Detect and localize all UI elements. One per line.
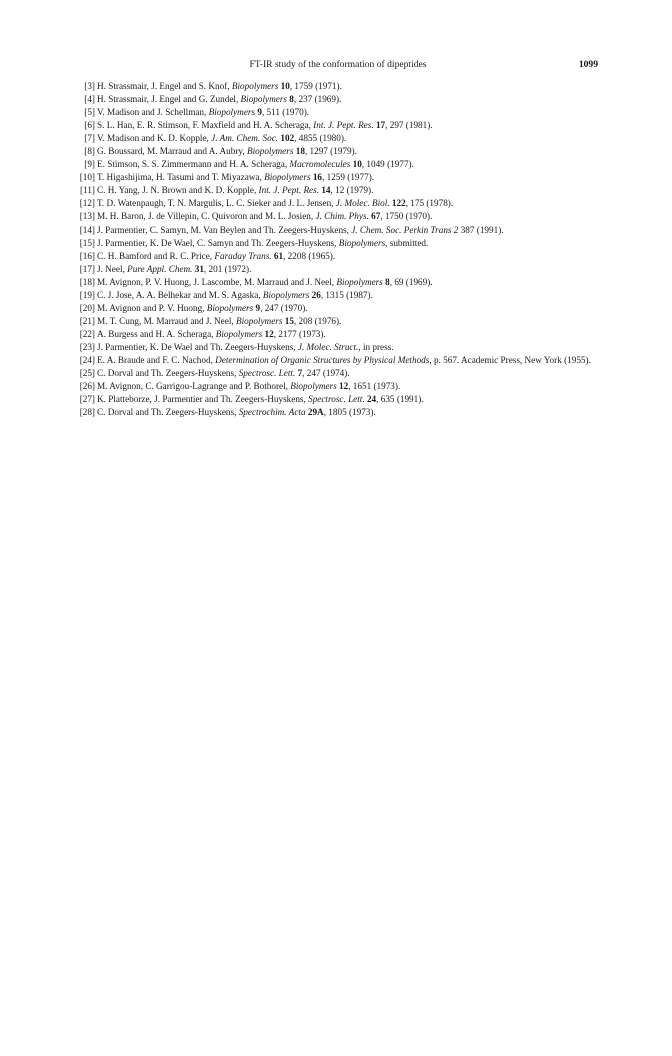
reference-item	[76, 276, 602, 289]
reference-text	[97, 276, 602, 289]
reference-pages-year: , 2177 (1973).	[273, 328, 326, 339]
reference-authors: E. A. Braude and F. C. Nachod,	[97, 354, 216, 365]
reference-authors: M. Avignon, C. Garrigou-Lagrange and P. Bothorel,	[97, 381, 291, 392]
reference-text	[97, 93, 602, 106]
reference-text	[97, 106, 602, 119]
reference-authors: M. Avignon, P. V. Huong, J. Lascombe, M. Marraud and J. Neel,	[97, 276, 337, 287]
reference-authors: V. Madison and J. Schellman,	[97, 107, 209, 118]
reference-journal: J. Am. Chem. Soc.	[211, 133, 279, 144]
reference-volume: 15	[284, 315, 294, 326]
reference-authors: C. H. Yang, J. N. Brown and K. D. Kopple,	[97, 185, 259, 196]
reference-text	[97, 302, 602, 315]
reference-journal: J. Chem. Soc. Perkin Trans 2	[351, 224, 459, 235]
reference-authors: H. Strassmair, J. Engel and G. Zundel,	[97, 94, 241, 105]
reference-authors: S. L. Han, E. R. Stimson, F. Maxfield and H. A. Scheraga,	[97, 120, 314, 131]
reference-pages-year: , 201 (1972).	[203, 263, 252, 274]
reference-volume: 8	[385, 276, 390, 287]
reference-item	[76, 380, 602, 393]
running-header	[78, 58, 598, 72]
reference-volume: 10	[352, 159, 362, 170]
reference-volume: 14	[321, 185, 331, 196]
reference-item	[76, 315, 602, 328]
reference-journal: Biopolymers	[215, 328, 263, 339]
reference-authors: C. J. Jose, A. A. Belhekar and M. S. Agaska,	[97, 289, 263, 300]
reference-pages-year: , 635 (1991).	[376, 394, 424, 405]
reference-journal: Spectrochim. Acta	[238, 407, 306, 418]
reference-text	[97, 119, 602, 132]
reference-authors: H. Strassmair, J. Engel and S. Knof,	[97, 81, 232, 91]
reference-text	[97, 158, 602, 171]
reference-pages-year: , 4855 (1980).	[294, 133, 347, 144]
reference-number: [24]	[79, 354, 95, 365]
reference-journal: Biopolymers	[208, 107, 256, 118]
reference-journal: Biopolymers	[336, 276, 383, 287]
reference-text	[97, 171, 602, 184]
reference-authors: J. Parmentier, K. De Wael and Th. Zeegers-Huyskens,	[97, 341, 298, 352]
reference-journal: Biopolymers	[264, 172, 311, 183]
reference-journal: Determination of Organic Structures by Physical Methods,	[215, 354, 432, 365]
reference-item	[76, 106, 602, 119]
reference-number: [11]	[80, 185, 95, 196]
reference-pages-year: , 247 (1974).	[302, 368, 350, 379]
reference-pages-year: , 1315 (1987).	[320, 289, 373, 300]
running-title: FT-IR study of the conformation of dipeptides	[249, 59, 427, 70]
reference-pages-year: , 297 (1981).	[385, 120, 433, 131]
reference-journal: Biopolymers	[262, 289, 310, 300]
reference-volume: 9	[257, 107, 262, 118]
reference-authors: G. Boussard, M. Marraud and A. Aubry,	[97, 146, 247, 157]
reference-publisher: Academic Press, New York (1955).	[461, 354, 591, 365]
reference-item	[76, 197, 602, 210]
reference-number: [8]	[84, 146, 95, 157]
reference-journal: Biopolymers	[235, 315, 283, 326]
reference-pages-year: , 1297 (1979).	[304, 146, 357, 157]
reference-pages-year: , 175 (1978).	[405, 198, 454, 209]
reference-text	[97, 184, 602, 197]
reference-item	[76, 171, 602, 184]
reference-text	[97, 80, 602, 93]
reference-volume: 26	[311, 289, 321, 300]
reference-journal: Biopolymers	[240, 94, 287, 105]
reference-volume: 24	[366, 394, 377, 405]
reference-volume: 31	[194, 263, 204, 274]
reference-journal: Biopolymers	[206, 302, 254, 313]
reference-pages-year: , 1759 (1971).	[289, 81, 342, 91]
reference-volume: 29A	[307, 407, 324, 418]
reference-pages-year: , 247 (1970).	[260, 302, 308, 313]
reference-item	[76, 145, 602, 158]
reference-pages-year: , 1049 (1977).	[361, 159, 414, 170]
reference-pages-year: , 69 (1969).	[389, 276, 433, 287]
reference-authors: M. H. Baron, J. de Villepin, C. Quivoron and M. L. Josien,	[97, 211, 316, 222]
reference-authors: J. Parmentier, C. Samyn, M. Van Beylen and Th. Zeegers-Huyskens,	[97, 224, 352, 235]
reference-number: [19]	[79, 289, 95, 300]
reference-list	[76, 80, 602, 419]
reference-authors: V. Madison and K. D. Kopple,	[97, 133, 212, 144]
reference-pages-year: , 511 (1970).	[261, 107, 310, 118]
reference-text	[97, 406, 602, 419]
reference-authors: T. D. Watenpaugh, T. N. Margulis, L. C. Sieker and J. L. Jensen,	[97, 198, 336, 209]
reference-volume: 7	[297, 368, 303, 379]
reference-text	[97, 289, 602, 302]
reference-number: [28]	[79, 407, 95, 418]
reference-item	[76, 328, 602, 341]
reference-item	[76, 354, 602, 367]
reference-number: [15]	[79, 237, 95, 248]
reference-volume: 17	[375, 120, 386, 131]
reference-item	[76, 341, 602, 354]
reference-journal: Macromolecules	[289, 159, 351, 170]
reference-pages-year: , 12 (1979).	[330, 185, 374, 196]
reference-item	[76, 132, 602, 145]
reference-journal: Spectrosc. Lett.	[238, 368, 296, 379]
reference-journal: Biopolymers	[231, 81, 279, 91]
reference-item	[76, 263, 602, 276]
reference-pages-year: , 237 (1969).	[293, 94, 342, 105]
reference-authors: J. Neel,	[97, 263, 128, 274]
reference-number: [25]	[79, 368, 95, 379]
reference-number: [13]	[79, 211, 95, 222]
reference-volume: 67	[371, 211, 381, 222]
reference-pages-year: , 1750 (1970).	[380, 211, 433, 222]
reference-journal: J. Chim. Phys.	[315, 211, 369, 222]
reference-number: [6]	[84, 120, 95, 131]
reference-number: [18]	[79, 276, 95, 287]
reference-text	[97, 145, 602, 158]
reference-text	[97, 315, 602, 328]
reference-number: [5]	[84, 107, 95, 118]
reference-volume: 122	[391, 198, 406, 209]
reference-authors: J. Parmentier, K. De Wael, C. Samyn and Th. Zeegers-Huyskens,	[97, 237, 339, 248]
reference-journal: J. Molec. Biol.	[335, 198, 390, 209]
page-number: 1099	[578, 59, 598, 70]
reference-pages-year: submitted.	[387, 237, 429, 248]
reference-volume: 16	[312, 172, 323, 183]
reference-journal: Biopolymers,	[338, 237, 388, 248]
reference-text	[97, 341, 602, 354]
reference-item	[76, 250, 602, 263]
reference-number: [27]	[79, 394, 95, 405]
reference-volume: 12	[339, 381, 349, 392]
reference-authors: C. Dorval and Th. Zeegers-Huyskens,	[97, 368, 239, 379]
reference-journal: Spectrosc. Lett.	[308, 394, 365, 405]
reference-item	[76, 158, 602, 171]
reference-volume: 61	[273, 250, 284, 261]
reference-item	[76, 93, 602, 106]
reference-number: [23]	[79, 341, 95, 352]
reference-authors: E. Stimson, S. S. Zimmermann and H. A. Scheraga,	[97, 159, 290, 170]
reference-volume: 102	[280, 133, 295, 144]
reference-authors: C. H. Bamford and R. C. Price,	[97, 250, 215, 261]
reference-item	[76, 210, 602, 223]
reference-text	[97, 224, 602, 237]
reference-text	[97, 210, 602, 223]
reference-item	[76, 406, 602, 419]
reference-item	[76, 367, 602, 380]
reference-text	[97, 263, 602, 276]
reference-text	[97, 132, 602, 145]
reference-item	[76, 184, 602, 197]
reference-number: [22]	[79, 328, 95, 339]
reference-journal: J. Molec. Struct.,	[297, 341, 361, 352]
reference-number: [20]	[79, 302, 95, 313]
reference-number: [3]	[84, 81, 95, 91]
reference-number: [26]	[79, 381, 95, 392]
reference-item	[76, 393, 602, 406]
reference-volume: 18	[295, 146, 305, 157]
reference-text	[97, 380, 602, 393]
reference-journal: Faraday Trans.	[214, 250, 272, 261]
reference-authors: K. Platteborze, J. Parmentier and Th. Zeegers-Huyskens,	[97, 394, 309, 405]
reference-volume: 10	[280, 81, 290, 91]
reference-text	[97, 250, 602, 263]
reference-number: [14]	[79, 224, 95, 235]
reference-number: [4]	[84, 94, 95, 105]
reference-pages-year: , 208 (1976).	[293, 315, 342, 326]
reference-pages-year: , 1259 (1977).	[322, 172, 375, 183]
reference-journal: Int. J. Pept. Res.	[313, 120, 374, 131]
reference-text	[97, 393, 602, 406]
reference-number: [16]	[79, 250, 95, 261]
reference-volume: 8	[289, 94, 294, 105]
reference-text	[97, 328, 602, 341]
reference-item	[76, 224, 602, 237]
reference-text	[97, 354, 602, 367]
reference-journal: Biopolymers	[246, 146, 294, 157]
reference-item	[76, 80, 602, 93]
reference-pages-year: in press.	[360, 341, 394, 352]
reference-item	[76, 289, 602, 302]
reference-journal: Biopolymers	[290, 381, 337, 392]
reference-authors: M. Avignon and P. V. Huong,	[97, 302, 207, 313]
reference-authors: T. Higashijima, H. Tasumi and T. Miyazawa,	[97, 172, 265, 183]
reference-number: [21]	[79, 315, 95, 326]
reference-volume: 9	[255, 302, 261, 313]
reference-pages-year: , 1651 (1973).	[348, 381, 401, 392]
reference-item	[76, 119, 602, 132]
reference-number: [9]	[84, 159, 95, 170]
reference-journal: Pure Appl. Chem.	[127, 263, 193, 274]
reference-pages-year: , 2208 (1965).	[283, 250, 336, 261]
reference-text	[97, 197, 602, 210]
reference-item	[76, 237, 602, 250]
reference-number: [17]	[79, 263, 95, 274]
reference-item	[76, 302, 602, 315]
reference-number: [12]	[79, 198, 95, 209]
reference-text	[97, 367, 602, 380]
reference-authors: C. Dorval and Th. Zeegers-Huyskens,	[97, 407, 239, 418]
reference-number: [10]	[79, 172, 95, 183]
reference-pages-year: p. 567.	[431, 354, 460, 365]
reference-number: [7]	[84, 133, 95, 144]
reference-volume: 12	[264, 328, 274, 339]
reference-text	[97, 237, 602, 250]
reference-journal: Int. J. Pept. Res.	[258, 185, 320, 196]
reference-pages-year: , 1805 (1973).	[323, 407, 376, 418]
reference-pages-year: 387 (1991).	[458, 224, 504, 235]
reference-authors: M. T. Cung, M. Marraud and J. Neel,	[97, 315, 236, 326]
reference-authors: A. Burgess and H. A. Scheraga,	[97, 328, 216, 339]
